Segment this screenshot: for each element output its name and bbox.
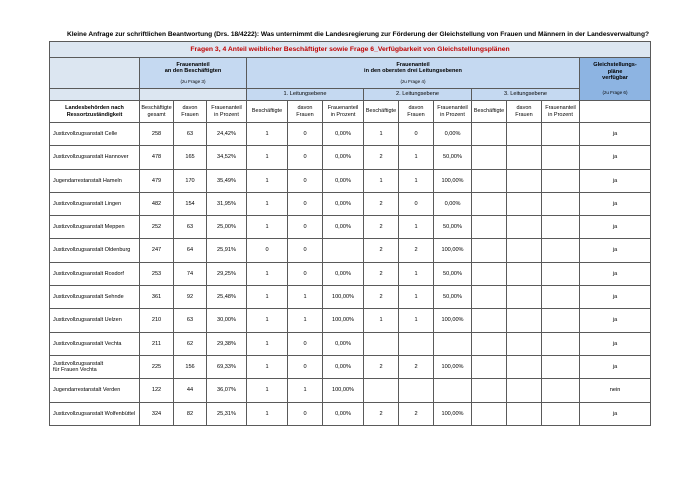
cell-l2-frauenanteil bbox=[434, 379, 472, 402]
level-3-header: 3. Leitungsebene bbox=[472, 89, 580, 101]
cell-plan-verfuegbar: ja bbox=[580, 146, 651, 169]
cell-l2-davon-frauen: 2 bbox=[399, 239, 434, 262]
table-row bbox=[50, 262, 651, 285]
cell-beschaeftigte-gesamt: 211 bbox=[140, 332, 174, 355]
cell-beschaeftigte-gesamt: 253 bbox=[140, 262, 174, 285]
cell-l1-beschaeftigte: 1 bbox=[247, 216, 288, 239]
cell-l2-frauenanteil: 50,00% bbox=[434, 286, 472, 309]
cell-l3-beschaeftigte bbox=[472, 286, 507, 309]
cell-l2-davon-frauen: 1 bbox=[399, 169, 434, 192]
column-header-l3-frauenanteil: Frauenanteil in Prozent bbox=[542, 101, 580, 123]
cell-davon-frauen: 165 bbox=[174, 146, 207, 169]
cell-behoerde: Justizvollzugsanstalt Rosdorf bbox=[50, 262, 140, 285]
cell-l2-davon-frauen: 0 bbox=[399, 123, 434, 146]
cell-l1-frauenanteil: 0,00% bbox=[323, 146, 364, 169]
cell-beschaeftigte-gesamt: 122 bbox=[140, 379, 174, 402]
cell-plan-verfuegbar: ja bbox=[580, 192, 651, 215]
cell-l1-frauenanteil: 0,00% bbox=[323, 355, 364, 378]
cell-l3-frauenanteil bbox=[542, 192, 580, 215]
cell-davon-frauen: 156 bbox=[174, 355, 207, 378]
cell-l1-beschaeftigte: 1 bbox=[247, 355, 288, 378]
cell-l3-davon-frauen bbox=[507, 332, 542, 355]
table-row bbox=[50, 216, 651, 239]
table-row bbox=[50, 286, 651, 309]
cell-l2-beschaeftigte: 2 bbox=[364, 239, 399, 262]
column-header-l1-frauenanteil: Frauenanteil in Prozent bbox=[323, 101, 364, 123]
cell-behoerde: Jugendarrestanstalt Verden bbox=[50, 379, 140, 402]
cell-l3-davon-frauen bbox=[507, 262, 542, 285]
cell-l3-frauenanteil bbox=[542, 309, 580, 332]
column-header-l3-davon-frauen: davon Frauen bbox=[507, 101, 542, 123]
cell-frauenanteil: 29,38% bbox=[207, 332, 247, 355]
cell-l3-davon-frauen bbox=[507, 309, 542, 332]
cell-l2-davon-frauen: 1 bbox=[399, 309, 434, 332]
cell-frauenanteil: 69,33% bbox=[207, 355, 247, 378]
cell-l2-davon-frauen: 1 bbox=[399, 286, 434, 309]
cell-behoerde: Justizvollzugsanstalt für Frauen Vechta bbox=[50, 355, 140, 378]
cell-plan-verfuegbar: nein bbox=[580, 379, 651, 402]
cell-l2-davon-frauen: 1 bbox=[399, 146, 434, 169]
column-header-plan-empty bbox=[580, 101, 651, 123]
cell-plan-verfuegbar: ja bbox=[580, 262, 651, 285]
cell-plan-verfuegbar: ja bbox=[580, 355, 651, 378]
cell-l2-davon-frauen: 1 bbox=[399, 262, 434, 285]
cell-l1-frauenanteil bbox=[323, 239, 364, 262]
cell-l2-beschaeftigte: 2 bbox=[364, 262, 399, 285]
table-body bbox=[50, 123, 651, 426]
cell-behoerde: Justizvollzugsanstalt Vechta bbox=[50, 332, 140, 355]
cell-l2-beschaeftigte: 1 bbox=[364, 169, 399, 192]
column-header-behoerde: Landesbehörden nach Ressortzuständigkeit bbox=[50, 101, 140, 123]
cell-l3-davon-frauen bbox=[507, 286, 542, 309]
cell-frauenanteil: 24,42% bbox=[207, 123, 247, 146]
cell-frauenanteil: 31,95% bbox=[207, 192, 247, 215]
cell-frauenanteil: 25,48% bbox=[207, 286, 247, 309]
cell-l2-beschaeftigte bbox=[364, 379, 399, 402]
cell-beschaeftigte-gesamt: 324 bbox=[140, 402, 174, 425]
table-caption: Fragen 3, 4 Anteil weiblicher Beschäftigter sowie Frage 6_Verfügbarkeit von Gleichstellungsplänen bbox=[50, 42, 651, 58]
cell-beschaeftigte-gesamt: 258 bbox=[140, 123, 174, 146]
cell-l3-beschaeftigte bbox=[472, 309, 507, 332]
table-row bbox=[50, 123, 651, 146]
cell-l1-davon-frauen: 0 bbox=[288, 239, 323, 262]
cell-l2-frauenanteil: 100,00% bbox=[434, 402, 472, 425]
column-header-frauenanteil: Frauenanteil in Prozent bbox=[207, 101, 247, 123]
cell-behoerde: Justizvollzugsanstalt Hannover bbox=[50, 146, 140, 169]
cell-l1-davon-frauen: 0 bbox=[288, 402, 323, 425]
cell-behoerde: Justizvollzugsanstalt Wolfenbüttel bbox=[50, 402, 140, 425]
cell-l3-davon-frauen bbox=[507, 169, 542, 192]
cell-beschaeftigte-gesamt: 225 bbox=[140, 355, 174, 378]
cell-l3-frauenanteil bbox=[542, 402, 580, 425]
cell-davon-frauen: 154 bbox=[174, 192, 207, 215]
cell-davon-frauen: 63 bbox=[174, 216, 207, 239]
cell-davon-frauen: 64 bbox=[174, 239, 207, 262]
cell-l3-frauenanteil bbox=[542, 239, 580, 262]
cell-l1-frauenanteil: 0,00% bbox=[323, 332, 364, 355]
cell-behoerde: Justizvollzugsanstalt Celle bbox=[50, 123, 140, 146]
cell-l3-davon-frauen bbox=[507, 123, 542, 146]
cell-behoerde: Jugendarrestanstalt Hameln bbox=[50, 169, 140, 192]
cell-l1-davon-frauen: 0 bbox=[288, 123, 323, 146]
cell-l1-beschaeftigte: 1 bbox=[247, 123, 288, 146]
cell-l1-davon-frauen: 0 bbox=[288, 169, 323, 192]
document-title: Kleine Anfrage zur schriftlichen Beantwortung (Drs. 18/4222): Was unternimmt die Landesregierung zur Förderung der Gleichstellung von Frauen und Männern in der Landesverwaltung? bbox=[66, 31, 649, 38]
cell-l1-frauenanteil: 0,00% bbox=[323, 262, 364, 285]
cell-l1-beschaeftigte: 1 bbox=[247, 332, 288, 355]
cell-l3-beschaeftigte bbox=[472, 192, 507, 215]
table-row bbox=[50, 355, 651, 378]
cell-behoerde: Justizvollzugsanstalt Sehnde bbox=[50, 286, 140, 309]
cell-l2-frauenanteil: 0,00% bbox=[434, 192, 472, 215]
cell-beschaeftigte-gesamt: 247 bbox=[140, 239, 174, 262]
cell-l1-davon-frauen: 0 bbox=[288, 146, 323, 169]
cell-behoerde: Justizvollzugsanstalt Meppen bbox=[50, 216, 140, 239]
cell-l3-beschaeftigte bbox=[472, 146, 507, 169]
cell-l3-davon-frauen bbox=[507, 379, 542, 402]
cell-plan-verfuegbar: ja bbox=[580, 332, 651, 355]
cell-l2-frauenanteil bbox=[434, 332, 472, 355]
cell-l1-frauenanteil: 100,00% bbox=[323, 286, 364, 309]
cell-l1-davon-frauen: 1 bbox=[288, 309, 323, 332]
cell-l3-beschaeftigte bbox=[472, 355, 507, 378]
cell-beschaeftigte-gesamt: 210 bbox=[140, 309, 174, 332]
level-1-header: 1. Leitungsebene bbox=[247, 89, 364, 101]
cell-l1-davon-frauen: 0 bbox=[288, 332, 323, 355]
cell-beschaeftigte-gesamt: 482 bbox=[140, 192, 174, 215]
cell-l1-davon-frauen: 1 bbox=[288, 379, 323, 402]
cell-l2-beschaeftigte bbox=[364, 332, 399, 355]
cell-behoerde: Justizvollzugsanstalt Lingen bbox=[50, 192, 140, 215]
table-row bbox=[50, 379, 651, 402]
cell-frauenanteil: 25,00% bbox=[207, 216, 247, 239]
cell-l2-frauenanteil: 100,00% bbox=[434, 169, 472, 192]
cell-l3-frauenanteil bbox=[542, 123, 580, 146]
cell-l3-davon-frauen bbox=[507, 402, 542, 425]
cell-l3-frauenanteil bbox=[542, 169, 580, 192]
cell-l2-davon-frauen bbox=[399, 379, 434, 402]
cell-l2-davon-frauen: 2 bbox=[399, 402, 434, 425]
data-table bbox=[49, 41, 651, 426]
cell-davon-frauen: 82 bbox=[174, 402, 207, 425]
cell-l3-beschaeftigte bbox=[472, 332, 507, 355]
cell-davon-frauen: 44 bbox=[174, 379, 207, 402]
table-row bbox=[50, 309, 651, 332]
cell-l3-davon-frauen bbox=[507, 239, 542, 262]
cell-l2-davon-frauen: 0 bbox=[399, 192, 434, 215]
cell-l1-davon-frauen: 0 bbox=[288, 192, 323, 215]
column-header-l2-beschaeftigte: Beschäftigte bbox=[364, 101, 399, 123]
cell-l2-beschaeftigte: 2 bbox=[364, 216, 399, 239]
cell-l2-frauenanteil: 50,00% bbox=[434, 216, 472, 239]
column-header-l3-beschaeftigte: Beschäftigte bbox=[472, 101, 507, 123]
cell-plan-verfuegbar: ja bbox=[580, 239, 651, 262]
cell-l3-frauenanteil bbox=[542, 332, 580, 355]
cell-l3-davon-frauen bbox=[507, 192, 542, 215]
cell-l2-beschaeftigte: 1 bbox=[364, 123, 399, 146]
column-header-davon-frauen: davon Frauen bbox=[174, 101, 207, 123]
cell-davon-frauen: 92 bbox=[174, 286, 207, 309]
cell-l2-beschaeftigte: 1 bbox=[364, 309, 399, 332]
cell-l1-frauenanteil: 100,00% bbox=[323, 309, 364, 332]
cell-l3-beschaeftigte bbox=[472, 379, 507, 402]
cell-l1-frauenanteil: 0,00% bbox=[323, 192, 364, 215]
cell-plan-verfuegbar: ja bbox=[580, 402, 651, 425]
cell-l1-frauenanteil: 100,00% bbox=[323, 379, 364, 402]
cell-l2-frauenanteil: 100,00% bbox=[434, 239, 472, 262]
cell-l2-frauenanteil: 50,00% bbox=[434, 262, 472, 285]
cell-l3-davon-frauen bbox=[507, 146, 542, 169]
cell-l3-beschaeftigte bbox=[472, 216, 507, 239]
cell-plan-verfuegbar: ja bbox=[580, 286, 651, 309]
cell-l1-frauenanteil: 0,00% bbox=[323, 123, 364, 146]
cell-l1-davon-frauen: 1 bbox=[288, 286, 323, 309]
cell-beschaeftigte-gesamt: 479 bbox=[140, 169, 174, 192]
cell-frauenanteil: 35,49% bbox=[207, 169, 247, 192]
cell-l1-beschaeftigte: 1 bbox=[247, 192, 288, 215]
cell-frauenanteil: 25,91% bbox=[207, 239, 247, 262]
cell-davon-frauen: 74 bbox=[174, 262, 207, 285]
cell-l1-beschaeftigte: 1 bbox=[247, 402, 288, 425]
cell-l2-frauenanteil: 100,00% bbox=[434, 309, 472, 332]
level-2-header: 2. Leitungsebene bbox=[364, 89, 472, 101]
cell-behoerde: Justizvollzugsanstalt Oldenburg bbox=[50, 239, 140, 262]
cell-l1-beschaeftigte: 1 bbox=[247, 262, 288, 285]
cell-l3-beschaeftigte bbox=[472, 169, 507, 192]
cell-l3-beschaeftigte bbox=[472, 402, 507, 425]
cell-l1-davon-frauen: 0 bbox=[288, 355, 323, 378]
cell-l2-beschaeftigte: 2 bbox=[364, 146, 399, 169]
cell-l1-beschaeftigte: 1 bbox=[247, 169, 288, 192]
cell-plan-verfuegbar: ja bbox=[580, 309, 651, 332]
cell-l1-beschaeftigte: 1 bbox=[247, 379, 288, 402]
cell-frauenanteil: 34,52% bbox=[207, 146, 247, 169]
cell-l1-frauenanteil: 0,00% bbox=[323, 216, 364, 239]
cell-l3-frauenanteil bbox=[542, 216, 580, 239]
table-row bbox=[50, 146, 651, 169]
cell-l1-davon-frauen: 0 bbox=[288, 262, 323, 285]
column-header-l2-davon-frauen: davon Frauen bbox=[399, 101, 434, 123]
cell-plan-verfuegbar: ja bbox=[580, 169, 651, 192]
group-header-gleichstellungsplaene: Gleichstellungs- pläne verfügbar (zu Frage 6) bbox=[580, 58, 651, 101]
cell-l2-frauenanteil: 100,00% bbox=[434, 355, 472, 378]
cell-plan-verfuegbar: ja bbox=[580, 216, 651, 239]
cell-l2-beschaeftigte: 2 bbox=[364, 286, 399, 309]
cell-l2-davon-frauen: 2 bbox=[399, 355, 434, 378]
cell-l3-frauenanteil bbox=[542, 146, 580, 169]
cell-l1-frauenanteil: 0,00% bbox=[323, 169, 364, 192]
cell-l3-davon-frauen bbox=[507, 216, 542, 239]
column-header-l2-frauenanteil: Frauenanteil in Prozent bbox=[434, 101, 472, 123]
cell-frauenanteil: 30,00% bbox=[207, 309, 247, 332]
cell-l1-davon-frauen: 0 bbox=[288, 216, 323, 239]
table-row bbox=[50, 239, 651, 262]
cell-l1-beschaeftigte: 1 bbox=[247, 146, 288, 169]
cell-l1-beschaeftigte: 1 bbox=[247, 309, 288, 332]
cell-l3-beschaeftigte bbox=[472, 262, 507, 285]
cell-l2-beschaeftigte: 2 bbox=[364, 192, 399, 215]
cell-l2-davon-frauen bbox=[399, 332, 434, 355]
cell-l1-beschaeftigte: 1 bbox=[247, 286, 288, 309]
cell-l3-beschaeftigte bbox=[472, 123, 507, 146]
cell-davon-frauen: 62 bbox=[174, 332, 207, 355]
cell-l2-beschaeftigte: 2 bbox=[364, 402, 399, 425]
cell-davon-frauen: 63 bbox=[174, 309, 207, 332]
cell-behoerde: Justizvollzugsanstalt Uelzen bbox=[50, 309, 140, 332]
cell-frauenanteil: 25,31% bbox=[207, 402, 247, 425]
table-row bbox=[50, 332, 651, 355]
cell-frauenanteil: 29,25% bbox=[207, 262, 247, 285]
table-row bbox=[50, 169, 651, 192]
cell-l3-beschaeftigte bbox=[472, 239, 507, 262]
table-row bbox=[50, 402, 651, 425]
cell-l3-davon-frauen bbox=[507, 355, 542, 378]
cell-beschaeftigte-gesamt: 478 bbox=[140, 146, 174, 169]
cell-l3-frauenanteil bbox=[542, 355, 580, 378]
cell-davon-frauen: 63 bbox=[174, 123, 207, 146]
cell-frauenanteil: 36,07% bbox=[207, 379, 247, 402]
column-header-beschaeftigte-gesamt: Beschäftigte gesamt bbox=[140, 101, 174, 123]
column-header-l1-davon-frauen: davon Frauen bbox=[288, 101, 323, 123]
cell-beschaeftigte-gesamt: 252 bbox=[140, 216, 174, 239]
empty-header-cell bbox=[50, 58, 140, 89]
group-header-beschaeftigte: Frauenanteil an den Beschäftigten (zu Frage 3) bbox=[140, 58, 247, 89]
column-header-l1-beschaeftigte: Beschäftigte bbox=[247, 101, 288, 123]
cell-l1-beschaeftigte: 0 bbox=[247, 239, 288, 262]
group-header-leitungsebenen: Frauenanteil in den obersten drei Leitungsebenen (zu Frage 4) bbox=[247, 58, 580, 89]
cell-l2-davon-frauen: 1 bbox=[399, 216, 434, 239]
cell-l2-beschaeftigte: 2 bbox=[364, 355, 399, 378]
cell-l2-frauenanteil: 0,00% bbox=[434, 123, 472, 146]
cell-l3-frauenanteil bbox=[542, 286, 580, 309]
cell-davon-frauen: 170 bbox=[174, 169, 207, 192]
cell-l3-frauenanteil bbox=[542, 379, 580, 402]
cell-l1-frauenanteil: 0,00% bbox=[323, 402, 364, 425]
cell-plan-verfuegbar: ja bbox=[580, 123, 651, 146]
cell-beschaeftigte-gesamt: 361 bbox=[140, 286, 174, 309]
cell-l2-frauenanteil: 50,00% bbox=[434, 146, 472, 169]
table-row bbox=[50, 192, 651, 215]
cell-l3-frauenanteil bbox=[542, 262, 580, 285]
